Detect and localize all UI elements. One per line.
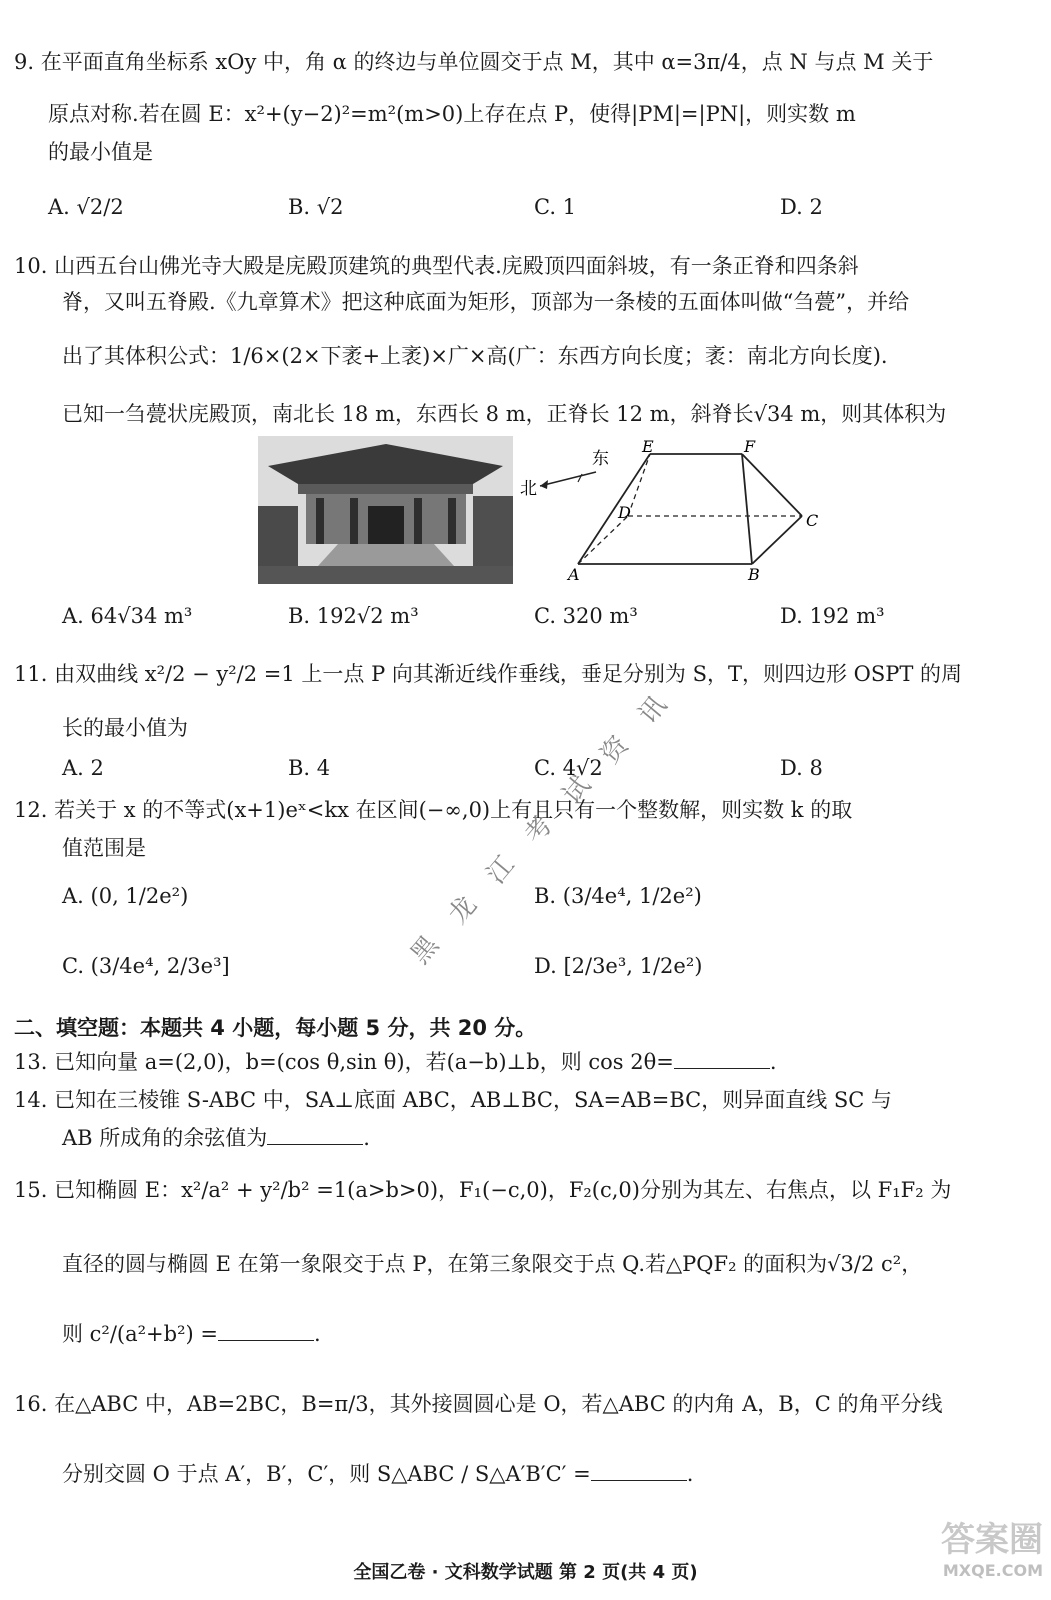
q10-line4: 已知一刍甍状庑殿顶，南北长 18 m，东西长 8 m，正脊长 12 m，斜脊长√34 m，则其体积为: [62, 402, 947, 426]
q9-option-c: C. 1: [534, 195, 577, 219]
q15-line2: 直径的圆与椭圆 E 在第一象限交于点 P，在第三象限交于点 Q.若△PQF₂ 的面积为√3/2 c²，: [62, 1252, 923, 1276]
q10-option-a: A. 64√34 m³: [62, 604, 193, 628]
q15-answer-blank[interactable]: [218, 1340, 314, 1341]
watermark-char: 资: [595, 730, 635, 770]
point-b: B: [748, 565, 760, 584]
q9-option-a: A. √2/2: [48, 195, 124, 219]
label-east: 东: [592, 449, 609, 469]
q9-line1: 9. 在平面直角坐标系 xOy 中，角 α 的终边与单位圆交于点 M，其中 α=3π/4，点 N 与点 M 关于: [14, 50, 934, 74]
q10-line2: 脊，又叫五脊殿.《九章算术》把这种底面为矩形，顶部为一条棱的五面体叫做“刍甍”，并给: [62, 290, 910, 314]
q10-option-b: B. 192√2 m³: [288, 604, 419, 628]
q15-period: .: [313, 1322, 321, 1346]
q13-answer-blank[interactable]: [674, 1068, 770, 1069]
q10-line3: 出了其体积公式：1/6×(2×下袤+上袤)×广×高(广：东西方向长度；袤：南北方向长度).: [62, 344, 888, 368]
watermark-char: 江: [481, 850, 521, 890]
q11-line2: 长的最小值为: [62, 716, 188, 740]
q16-answer-blank[interactable]: [591, 1480, 687, 1481]
watermark: [400, 680, 680, 980]
q14-answer-blank[interactable]: [267, 1144, 363, 1145]
q14-line1: 14. 已知在三棱锥 S-ABC 中，SA⊥底面 ABC，AB⊥BC，SA=AB=BC，则异面直线 SC 与: [14, 1088, 893, 1112]
q11-option-c: C. 4√2: [534, 756, 603, 780]
q10-line1: 10. 山西五台山佛光寺大殿是庑殿顶建筑的典型代表.庑殿顶四面斜坡，有一条正脊和四条斜: [14, 254, 859, 278]
temple-photo: [258, 436, 513, 584]
label-north: 北: [520, 479, 537, 499]
q9-option-b: B. √2: [288, 195, 344, 219]
q13-text: [14, 1046, 777, 1076]
churmeng-diagram: [520, 436, 840, 586]
q12-option-d: D. [2/3e³, 1/2e²): [534, 954, 703, 978]
q15-line3: 则 c²/(a²+b²) =: [62, 1322, 218, 1346]
q11-line1: 11. 由双曲线 x²/2 − y²/2 =1 上一点 P 向其渐近线作垂线，垂足分别为 S，T，则四边形 OSPT 的周: [14, 662, 963, 686]
q12-option-c: C. (3/4e⁴, 2/3e³]: [62, 954, 230, 978]
q14-line2: AB 所成角的余弦值为: [62, 1126, 268, 1150]
q14-line2-wrap: [62, 1122, 370, 1152]
logo-text: 答案圈: [941, 1520, 1043, 1560]
watermark-char: 龙: [443, 890, 483, 930]
q12-line1: 12. 若关于 x 的不等式(x+1)eˣ<kx 在区间(−∞,0)上有且只有一个整数解，则实数 k 的取: [14, 798, 853, 822]
q10-option-c: C. 320 m³: [534, 604, 638, 628]
q15-line3-wrap: [62, 1318, 321, 1348]
temple-photo-illustration: [258, 436, 513, 584]
q9-option-d: D. 2: [780, 195, 823, 219]
watermark-char: 讯: [633, 690, 673, 730]
q16-line2: 分别交圆 O 于点 A′，B′，C′，则 S△ABC / S△A′B′C′ =: [62, 1462, 591, 1486]
page-footer: 全国乙卷 · 文科数学试题 第 2 页(共 4 页): [353, 1562, 698, 1583]
q13-period: .: [769, 1050, 777, 1074]
point-e: E: [642, 437, 654, 456]
point-f: F: [744, 437, 756, 456]
q12-option-a: A. (0, 1/2e²): [62, 884, 189, 908]
q14-period: .: [363, 1126, 370, 1150]
q16-line2-wrap: [62, 1458, 693, 1488]
q16-period: .: [686, 1462, 694, 1486]
q12-line2: 值范围是: [62, 836, 146, 860]
watermark-char: 考: [519, 810, 559, 850]
q11-option-a: A. 2: [62, 756, 104, 780]
q12-option-b: B. (3/4e⁴, 1/2e²): [534, 884, 702, 908]
logo-url: MXQE.COM: [942, 1561, 1043, 1580]
q9-line3: 的最小值是: [48, 140, 153, 164]
point-c: C: [806, 511, 819, 530]
point-d: D: [618, 503, 631, 522]
q13-body: 13. 已知向量 a=(2,0)，b=(cos θ,sin θ)，若(a−b)⊥b，则 cos 2θ=: [14, 1050, 674, 1074]
section-fill-in-header: 二、填空题：本题共 4 小题，每小题 5 分，共 20 分。: [14, 1016, 537, 1040]
q11-option-d: D. 8: [780, 756, 823, 780]
point-a: A: [568, 565, 580, 584]
q9-line2: 原点对称.若在圆 E：x²+(y−2)²=m²(m>0)上存在点 P，使得|PM|=|PN|，则实数 m: [48, 102, 856, 126]
watermark-char: 黑: [405, 930, 445, 970]
q16-line1: 16. 在△ABC 中，AB=2BC，B=π/3，其外接圆圆心是 O，若△ABC 的内角 A，B，C 的角平分线: [14, 1392, 943, 1416]
q11-option-b: B. 4: [288, 756, 331, 780]
q10-option-d: D. 192 m³: [780, 604, 885, 628]
watermark-char: 试: [557, 770, 597, 810]
q15-line1: 15. 已知椭圆 E：x²/a² + y²/b² =1(a>b>0)，F₁(−c,0)，F₂(c,0)分别为其左、右焦点，以 F₁F₂ 为: [14, 1178, 952, 1202]
